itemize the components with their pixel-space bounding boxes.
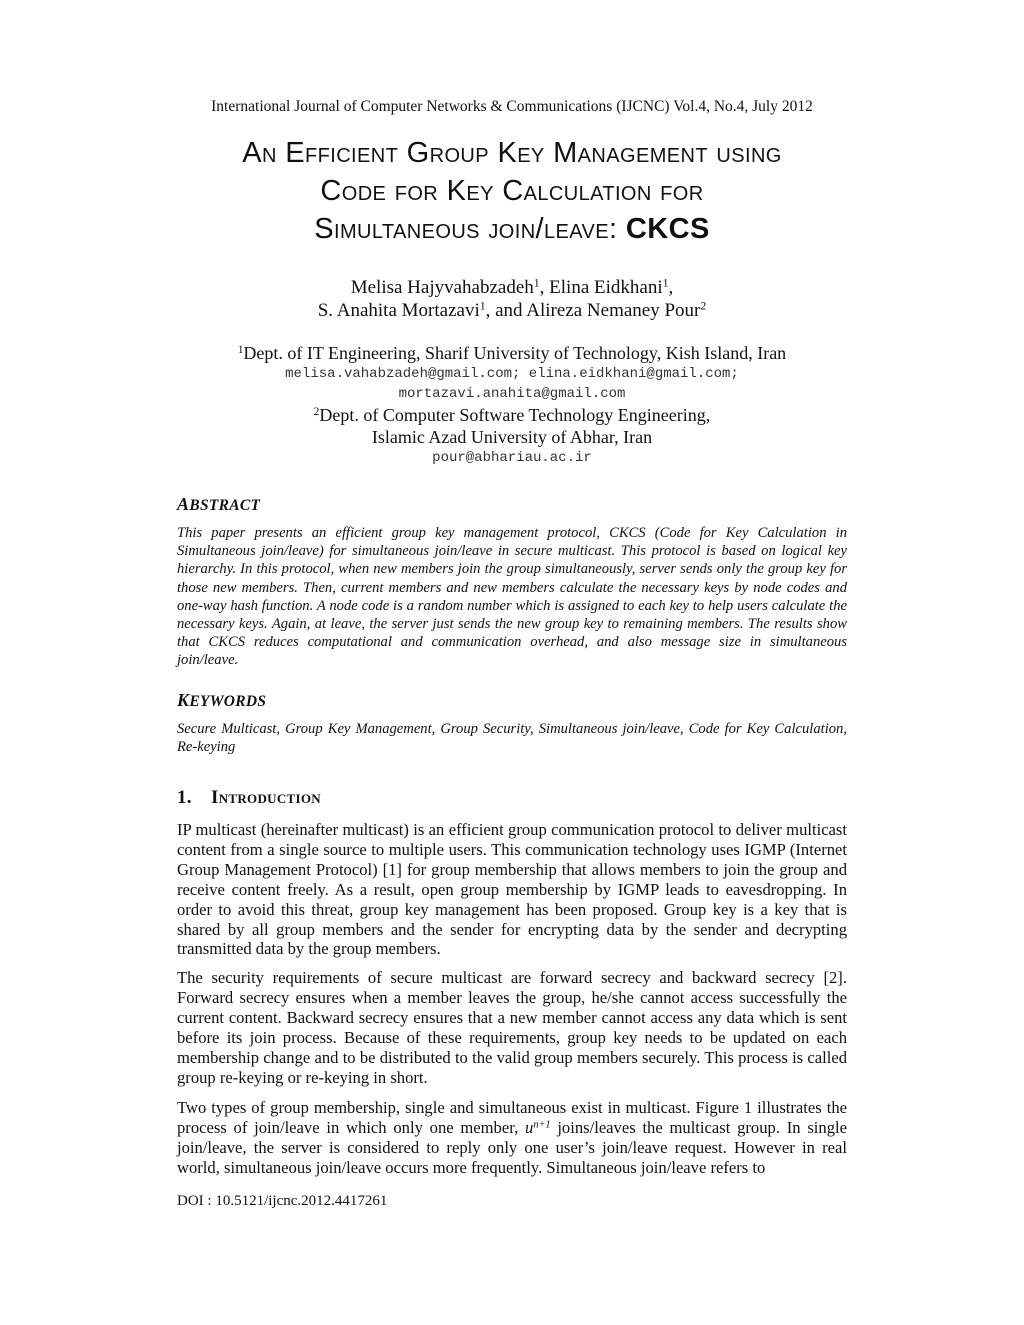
- introduction-heading: [177, 787, 321, 809]
- affiliation-mark: 1: [237, 343, 244, 356]
- member-variable: u: [525, 1117, 534, 1137]
- paragraph-text: joins/leaves the multicast group. In single join/leave, the server is considered to reply only one user’s join/leave request. However in real world, simultaneous join/leave occurs more frequently. Simultaneous join/leave refers to: [177, 1117, 847, 1177]
- intro-paragraph-3: [177, 1098, 847, 1178]
- author-affiliation-mark: 1: [662, 276, 669, 290]
- title-line-3: [130, 210, 894, 248]
- author-line-1: [130, 276, 894, 299]
- affiliation-text: Dept. of Computer Software Technology Engineering,: [319, 405, 711, 425]
- heading-initial: K: [177, 690, 190, 710]
- author-name: S. Anahita Mortazavi: [317, 300, 480, 321]
- keywords-heading: [177, 690, 266, 711]
- title-acronym: CKCS: [625, 213, 710, 245]
- author-affiliation-mark: 1: [533, 276, 540, 290]
- member-index-text: n+1: [533, 1119, 551, 1131]
- paper-title: [130, 134, 894, 248]
- heading-rest: BSTRACT: [189, 497, 261, 514]
- author-email[interactable]: mortazavi.anahita@gmail.com: [398, 386, 626, 402]
- author-list: [130, 276, 894, 322]
- section-title: Introduction: [211, 787, 321, 808]
- author-email[interactable]: melisa.vahabzadeh@gmail.com; elina.eidkhani@gmail.com;: [285, 366, 739, 382]
- abstract-heading: [177, 494, 260, 515]
- author-line-2: [130, 299, 894, 322]
- affiliation-2-line-2: Islamic Azad University of Abhar, Iran: [371, 427, 653, 447]
- affiliation-1: [130, 342, 894, 364]
- author-affiliation-mark: 2: [700, 299, 707, 313]
- heading-rest: EYWORDS: [189, 693, 267, 710]
- section-number: 1.: [177, 787, 192, 808]
- affiliation-mark: 2: [313, 405, 320, 418]
- heading-initial: A: [177, 494, 190, 514]
- intro-paragraph-1: IP multicast (hereinafter multicast) is an efficient group communication protocol to deliver multicast content from a single source to multiple users. This communication technology uses IGMP (Internet Group Management Protocol) [1] for group membership that allows members to join the group and receive content freely. As a result, open group membership by IGMP leads to eavesdropping. In order to avoid this threat, group key management has been proposed. Group key is a key that is shared by all group members and the sender for encrypting data by the sender and decrypting transmitted data by the group members.: [177, 820, 847, 959]
- paragraph-text: Two types of group membership, single and simultaneous exist in multicast. Figure 1 illustrates the process of join/leave in which only one member,: [177, 1098, 847, 1137]
- author-separator: ,: [668, 277, 674, 298]
- doi-footer[interactable]: DOI : 10.5121/ijcnc.2012.4417261: [177, 1193, 388, 1209]
- affiliation-text: Dept. of IT Engineering, Sharif University of Technology, Kish Island, Iran: [243, 343, 787, 363]
- author-affiliation-mark: 1: [479, 299, 486, 313]
- title-line-2: Code for Key Calculation for: [320, 175, 704, 207]
- author-name: , Elina Eidkhani: [539, 277, 663, 298]
- title-line-3-text: Simultaneous join/leave:: [314, 213, 618, 245]
- member-index: [533, 1119, 550, 1130]
- author-name: , and Alireza Nemaney Pour: [485, 300, 701, 321]
- running-head: International Journal of Computer Networks & Communications (IJCNC) Vol.4, No.4, July 2012: [211, 98, 813, 115]
- intro-paragraph-2: The security requirements of secure multicast are forward secrecy and backward secrecy [2]. Forward secrecy ensures when a member leaves the group, he/she cannot access successfully the current content. Backward secrecy ensures that a new member cannot access any data which is sent before its join process. Because of these requirements, group key needs to be updated on each membership change and to be distributed to the valid group members securely. This process is called group re-keying or re-keying in short.: [177, 968, 847, 1087]
- title-line-1: An Efficient Group Key Management using: [242, 137, 782, 169]
- author-email[interactable]: pour@abhariau.ac.ir: [432, 450, 592, 466]
- affiliations: [130, 342, 894, 468]
- affiliation-2: [130, 404, 894, 426]
- author-name: Melisa Hajyvahabzadeh: [350, 277, 534, 298]
- keywords-text: Secure Multicast, Group Key Management, Group Security, Simultaneous join/leave, Code for Key Calculation, Re-keying: [177, 721, 847, 756]
- abstract-text: This paper presents an efficient group key management protocol, CKCS (Code for Key Calculation in Simultaneous join/leave) for simultaneous join/leave in secure multicast. This protocol is based on logical key hierarchy. In this protocol, when new members join the group simultaneously, server sends only the group key for those new members. Then, current members and new members calculate the necessary keys by node codes and one-way hash function. A node code is a random number which is assigned to each key to help users calculate the necessary keys. Again, at leave, the server just sends the new group key to remaining members. The results show that CKCS reduces computational and communication overhead, and also message size in simultaneous join/leave.: [177, 525, 847, 669]
